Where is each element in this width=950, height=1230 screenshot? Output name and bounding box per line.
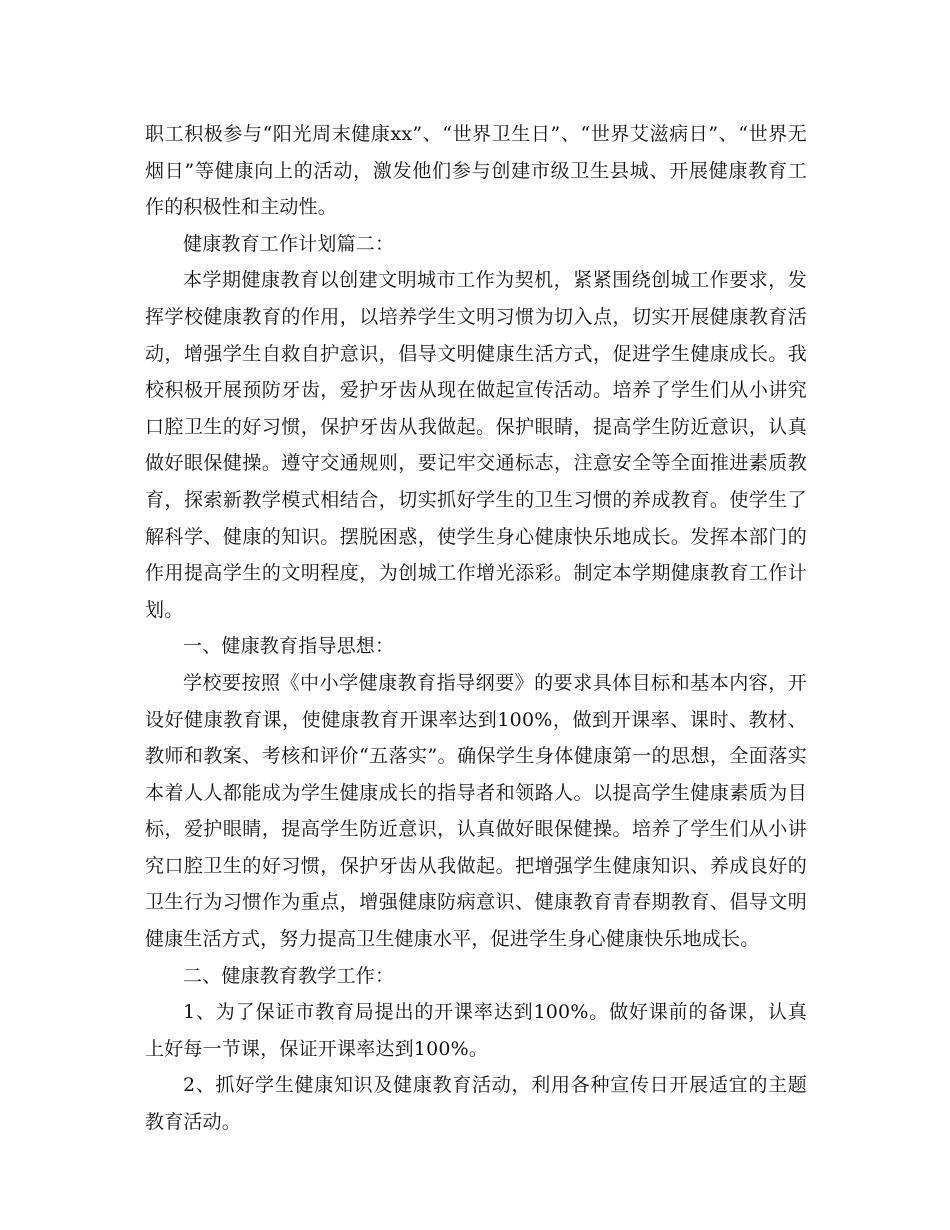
paragraph-intro: 本学期健康教育以创建文明城市工作为契机，紧紧围绕创城工作要求，发挥学校健康教育的作用，以培养学生文明习惯为切入点，切实开展健康教育活动，增强学生自救自护意识，倡导文明健康生活方式，促进学生健康成长。我校积极开展预防牙齿，爱护牙齿从现在做起宣传活动。培养了学生们从小讲究口腔卫生的好习惯，保护牙齿从我做起。保护眼睛，提高学生防近意识，认真做好眼保健操。遵守交通规则，要记牢交通标志，注意安全等全面推进素质教育，探索新教学模式相结合，切实抓好学生的卫生习惯的养成教育。使学生了解科学、健康的知识。摆脱困惑，使学生身心健康快乐地成长。发挥本部门的作用提高学生的文明程度，为创城工作增光添彩。制定本学期健康教育工作计划。 [145, 269, 807, 621]
list-item-2: 2、抓好学生健康知识及健康教育活动，利用各种宣传日开展适宜的主题教育活动。 [145, 1074, 807, 1134]
section-heading-plan-two: 健康教育工作计划篇二： [183, 232, 395, 255]
section-heading-guiding-ideology: 一、健康教育指导思想： [183, 635, 395, 658]
paragraph-continuation: 职工积极参与“阳光周末健康xx”、“世界卫生日”、“世界艾滋病日”、“世界无烟日”等健康向上的活动，激发他们参与创建市级卫生县城、开展健康教育工作的积极性和主动性。 [145, 123, 807, 219]
paragraph-guiding-ideology: 学校要按照《中小学健康教育指导纲要》的要求具体目标和基本内容，开设好健康教育课，使健康教育开课率达到100%，做到开课率、课时、教材、教师和教案、考核和评价“五落实”。确保学生身体健康第一的思想，全面落实本着人人都能成为学生健康成长的指导者和领路人。以提高学生健康素质为目标，爱护眼睛，提高学生防近意识，认真做好眼保健操。培养了学生们从小讲究口腔卫生的好习惯，保护牙齿从我做起。把增强学生健康知识、养成良好的卫生行为习惯作为重点，增强健康防病意识、健康教育青春期教育、倡导文明健康生活方式，努力提高卫生健康水平，促进学生身心健康快乐地成长。 [145, 671, 807, 951]
section-heading-teaching-work: 二、健康教育教学工作： [183, 964, 395, 987]
document-body [145, 116, 807, 1141]
list-item-1: 1、为了保证市教育局提出的开课率达到100%。做好课前的备课，认真上好每一节课，保证开课率达到100%。 [145, 1001, 807, 1060]
